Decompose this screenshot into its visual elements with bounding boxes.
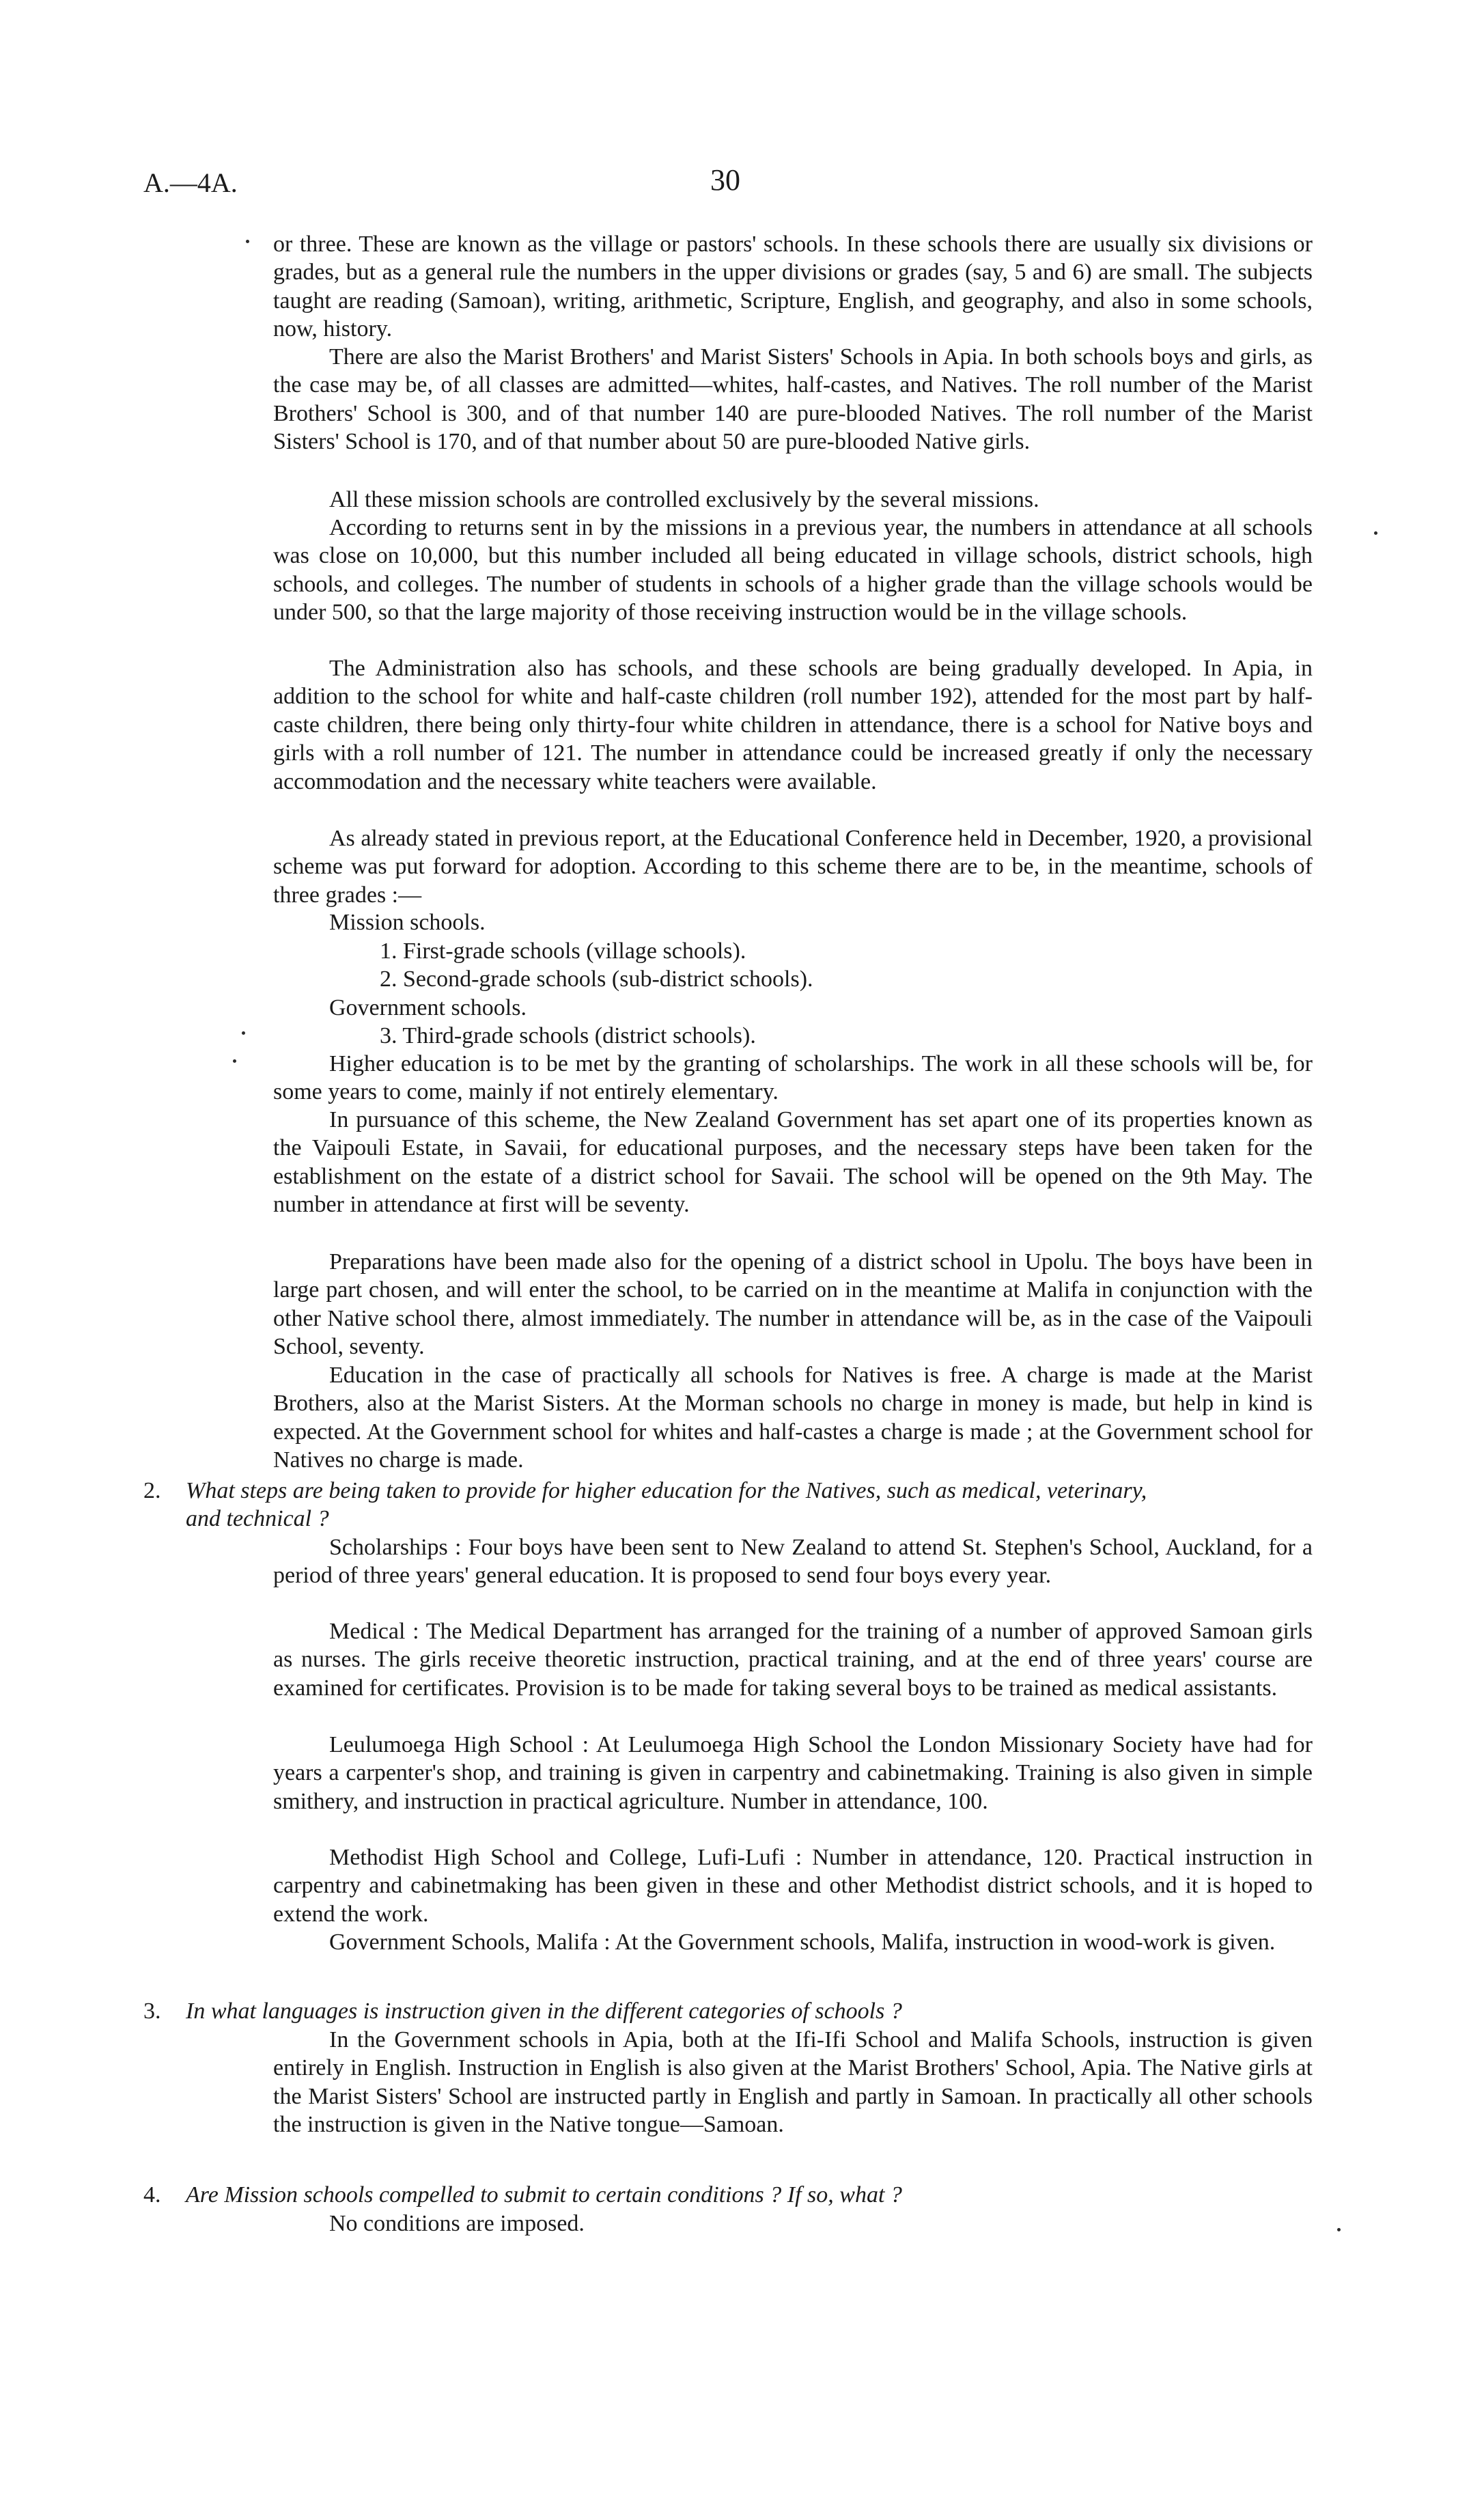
answer-paragraph: Leulumoega High School : At Leulumoega High School the London Missionary Society have had for years a carpenter's shop, and training is given in carpentry and cabinetmaking. Training is also given in simple smithery, and instruction in practical agriculture. Number in attendance, 100. xyxy=(273,1732,1313,1814)
body-paragraph: Higher education is to be met by the granting of scholarships. The work in all these schools will be, for some years to come, mainly if not entirely elementary. xyxy=(273,1051,1313,1105)
scan-speck xyxy=(1374,531,1377,535)
body-paragraph: According to returns sent in by the missions in a previous year, the numbers in attendance at all schools was close on 10,000, but this number included all being educated in village schools, district schools, high schools, and colleges. The number of students in schools of a higher grade than the village schools would be under 500, so that the large majority of those receiving instruction would be in the village schools. xyxy=(273,515,1313,626)
report-reference: A.—4A. xyxy=(143,167,238,198)
body-paragraph: The Administration also has schools, and these schools are being gradually developed. In Apia, in addition to the school for white and half-caste children (roll number 192), attended for the most part by half-caste children, there being only thirty-four white children in attendance, there is a school for Native boys and girls with a roll number of 121. The number in attendance could be increased greatly if only the necessary accommodation and the necessary white teachers were available. xyxy=(273,656,1313,794)
list-heading: Government schools. xyxy=(329,995,527,1020)
question-3 xyxy=(143,1997,1313,2025)
answer-paragraph: Methodist High School and College, Lufi-Lufi : Number in attendance, 120. Practical instruction in carpentry and cabinetmaking has been given in these and other Methodist district schools, and it is hoped to extend the work. xyxy=(273,1845,1313,1927)
body-paragraph: or three. These are known as the village or pastors' schools. In these schools there are usually six divisions or grades, but as a general rule the numbers in the upper divisions or grades (say, 5 and 6) are small. The subjects taught are reading (Samoan), writing, arithmetic, Scripture, English, and geography, and also in some schools, now, history. xyxy=(273,232,1313,342)
body-paragraph: As already stated in previous report, at the Educational Conference held in December, 1920, a provisional scheme was put forward for adoption. According to this scheme there are to be, in the meantime, schools of three grades :— xyxy=(273,826,1313,908)
question-number: 3. xyxy=(143,1998,161,2024)
question-2 xyxy=(143,1477,1313,1505)
question-4 xyxy=(143,2181,1313,2209)
question-text: What steps are being taken to provide for higher education for the Natives, such as medical, veterinary, xyxy=(186,1478,1147,1503)
list-heading: Mission schools. xyxy=(329,910,486,935)
answer-paragraph: Government Schools, Malifa : At the Government schools, Malifa, instruction in wood-work is given. xyxy=(329,1930,1276,1955)
body-paragraph: There are also the Marist Brothers' and Marist Sisters' Schools in Apia. In both schools boys and girls, as the case may be, of all classes are admitted—whites, half-castes, and Natives. The roll number of the Marist Brothers' School is 300, and of that number 140 are pure-blooded Natives. The roll number of the Marist Sisters' School is 170, and of that number about 50 are pure-blooded Native girls. xyxy=(273,344,1313,455)
list-item: 2. Second-grade schools (sub-district schools). xyxy=(380,966,813,992)
scan-speck xyxy=(242,1031,245,1035)
body-paragraph: Education in the case of practically all schools for Natives is free. A charge is made at the Marist Brothers, also at the Marist Sisters. At the Morman schools no charge in money is made, but help in kind is expected. At the Government school for whites and half-castes a charge is made ; at the Government school for Natives no charge is made. xyxy=(273,1363,1313,1473)
scan-speck xyxy=(233,1059,236,1063)
body-paragraph: Preparations have been made also for the opening of a district school in Upolu. The boys have been in large part chosen, and will enter the school, to be carried on in the meantime at Malifa in conjunction with the other Native school there, almost immediately. The number in attendance will be, as in the case of the Vaipouli School, seventy. xyxy=(273,1249,1313,1360)
answer-paragraph: Medical : The Medical Department has arranged for the training of a number of approved Samoan girls as nurses. The girls receive theoretic instruction, practical training, and at the end of three years' course are examined for certificates. Provision is to be made for taking several boys to be trained as medical assistants. xyxy=(273,1619,1313,1701)
page-number: 30 xyxy=(710,163,740,197)
answer-paragraph: No conditions are imposed. xyxy=(329,2211,585,2236)
question-2-continued xyxy=(186,1505,1355,1533)
body-paragraph: In pursuance of this scheme, the New Zealand Government has set apart one of its properties known as the Vaipouli Estate, in Savaii, for educational purposes, and the necessary steps have been taken for the establishment on the estate of a district school for Savaii. The school will be opened on the 9th May. The number in attendance at first will be seventy. xyxy=(273,1107,1313,1218)
question-number: 2. xyxy=(143,1478,161,1503)
question-text: and technical ? xyxy=(186,1506,329,1531)
answer-paragraph: Scholarships : Four boys have been sent to New Zealand to attend St. Stephen's School, Auckland, for a period of three years' general education. It is proposed to send four boys every year. xyxy=(273,1535,1313,1589)
list-item: 1. First-grade schools (village schools). xyxy=(380,938,746,964)
question-text: In what languages is instruction given in the different categories of schools ? xyxy=(186,1998,902,2024)
question-number: 4. xyxy=(143,2182,161,2208)
body-paragraph: All these mission schools are controlled exclusively by the several missions. xyxy=(329,487,1039,512)
answer-paragraph: In the Government schools in Apia, both at the Ifi-Ifi School and Malifa Schools, instruction is given entirely in English. Instruction in English is also given at the Marist Brothers' School, Apia. The Native girls at the Marist Sisters' School are instructed partly in English and partly in Samoan. In practically all other schools the instruction is given in the Native tongue—Samoan. xyxy=(273,2027,1313,2138)
question-text: Are Mission schools compelled to submit to certain conditions ? If so, what ? xyxy=(186,2182,902,2208)
scan-speck xyxy=(246,240,249,243)
scan-speck xyxy=(1337,2228,1341,2231)
list-item: 3. Third-grade schools (district schools). xyxy=(380,1023,756,1048)
